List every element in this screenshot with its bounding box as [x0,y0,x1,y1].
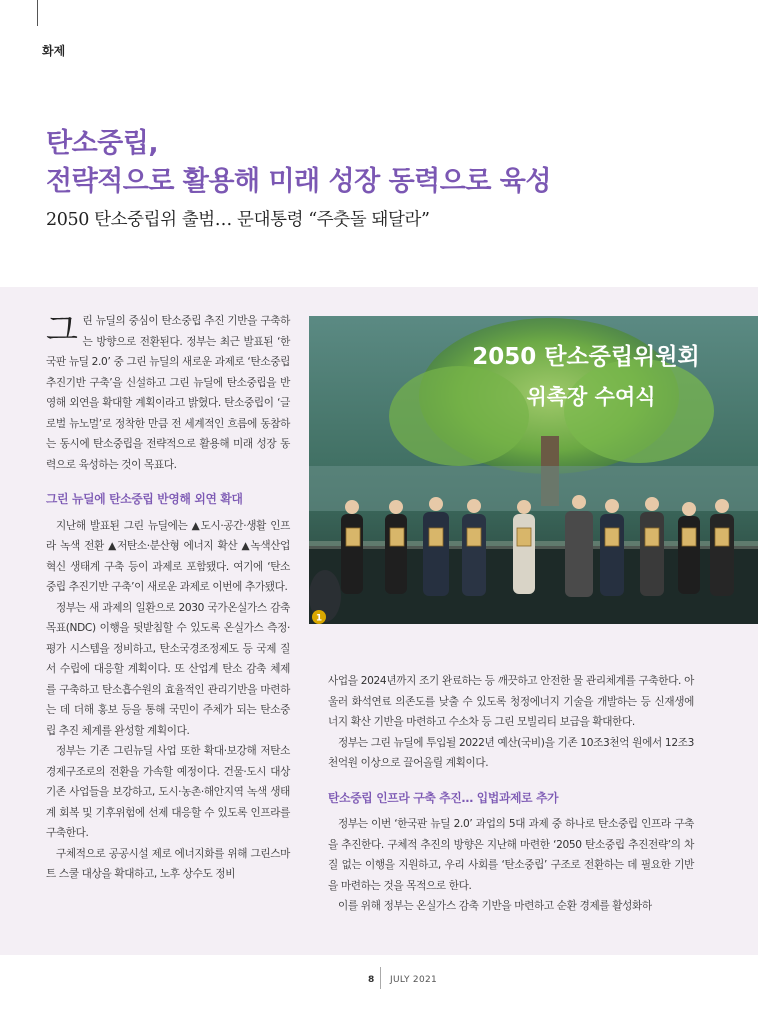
paragraph: 정부는 이번 ‘한국판 뉴딜 2.0’ 과업의 5대 과제 중 하나로 탄소중립 인프라 구축을 추진한다. 구체적 추진의 방향은 지난해 마련한 ‘2050 탄소중립 추진전략’의 차질 없는 이행을 지원하고, 우리 사회를 ‘탄소중립’ 구조로 전환하는 데 필요한 기반을 마련하는 것을 목적으로 한다. [328,818,694,892]
subtitle-infrastructure: 탄소중립 인프라 구축 추진… 입법과제로 추가 [328,790,559,805]
paragraph: 정부는 그린 뉴딜에 투입될 2022년 예산(국비)을 기존 10조3천억 원에서 12조3천억원 이상으로 끌어올릴 계획이다. [328,736,694,769]
paragraph: 정부는 기존 그린뉴딜 사업 또한 확대·보강해 저탄소 경제구조로의 전환을 가속할 예정이다. 건물·도시 대상 기존 사업들을 보강하고, 도시·농촌·해안지역 녹색 생태계 회복 및 기후위험에 선제 대응할 수 있도록 인프라를 구축한다. [46,745,290,839]
paragraph: 정부는 새 과제의 일환으로 2030 국가온실가스 감축목표(NDC) 이행을 뒷받침할 수 있도록 온실가스 측정·평가 시스템을 정비하고, 탄소국경조정제도 등 국제 질서 수립에 대응할 계획이다. 또 산업계 탄소 감축 체제를 구축하고 탄소흡수원의 효율적인 관리기반을 마련하는 데 더해 홍보 등을 통해 국민이 주체가 되는 탄소중립 추진 체계를 완성할 계획이다. [46,601,290,737]
left-column [46,311,290,885]
subtitle-green-deal: 그린 뉴딜에 탄소중립 반영해 외연 확대 [46,492,243,506]
section-label: 화제 [42,44,66,58]
ceremony-photo [309,316,758,624]
banner-subtitle: 위촉장 수여식 [526,385,656,409]
issue-date: JULY 2021 [390,975,438,985]
drop-cap: 그 [46,310,78,349]
intro-paragraph [46,311,290,475]
photo-number: 1 [315,613,323,624]
footer-divider [380,967,381,989]
page-number: 8 [368,975,375,985]
banner-title: 2050 탄소중립위원회 [472,344,700,370]
paragraph: 사업을 2024년까지 조기 완료하는 등 깨끗하고 안전한 물 관리체계를 구축한다. 아울러 화석연료 의존도를 낮출 수 있도록 청정에너지 기술을 개발하는 등 신재생에너지 확산 기반을 마련하고 수소차 등 그린 모빌리티 보급을 확대한다. [328,675,694,728]
paragraph: 지난해 발표된 그린 뉴딜에는 ▲도시·공간·생활 인프라 녹색 전환 ▲저탄소·분산형 에너지 확산 ▲녹색산업 혁신 생태계 구축 등이 과제로 포함됐다. 여기에 ‘탄소중립 추진기반 구축’이 새로운 과제로 이번에 추가됐다. [46,519,290,593]
top-divider [37,0,38,26]
headline [46,125,551,201]
ceremony-photo-illustration [309,316,758,624]
subheadline: 2050 탄소중립위 출범… 문대통령 “주춧돌 돼달라” [46,210,430,230]
paragraph: 구체적으로 공공시설 제로 에너지화를 위해 그린스마트 스쿨 대상을 확대하고, 노후 상수도 정비 [46,847,290,880]
headline-line-2: 전략적으로 활용해 미래 성장 동력으로 육성 [46,166,551,197]
paragraph: 이를 위해 정부는 온실가스 감축 기반을 마련하고 순환 경제를 활성화하 [338,900,652,912]
intro-text: 린 뉴딜의 중심이 탄소중립 추진 기반을 구축하는 방향으로 전환된다. 정부는 최근 발표된 ‘한국판 뉴딜 2.0’ 중 그린 뉴딜의 새로운 과제로 ‘탄소중립 추진기반 구축’을 신설하고 그린 뉴딜에 탄소중립을 반영해 외연을 확대할 계획이라고 밝혔다. 탄소중립이 ‘글로벌 뉴노멀’로 정착한 만큼 전 세계적인 흐름에 동참하는 동시에 탄소중립을 전략적으로 활용해 미래 성장 동력으로 육성하는 것이 목표다. [46,315,290,471]
right-column [328,671,694,917]
headline-line-1: 탄소중립, [46,128,159,159]
